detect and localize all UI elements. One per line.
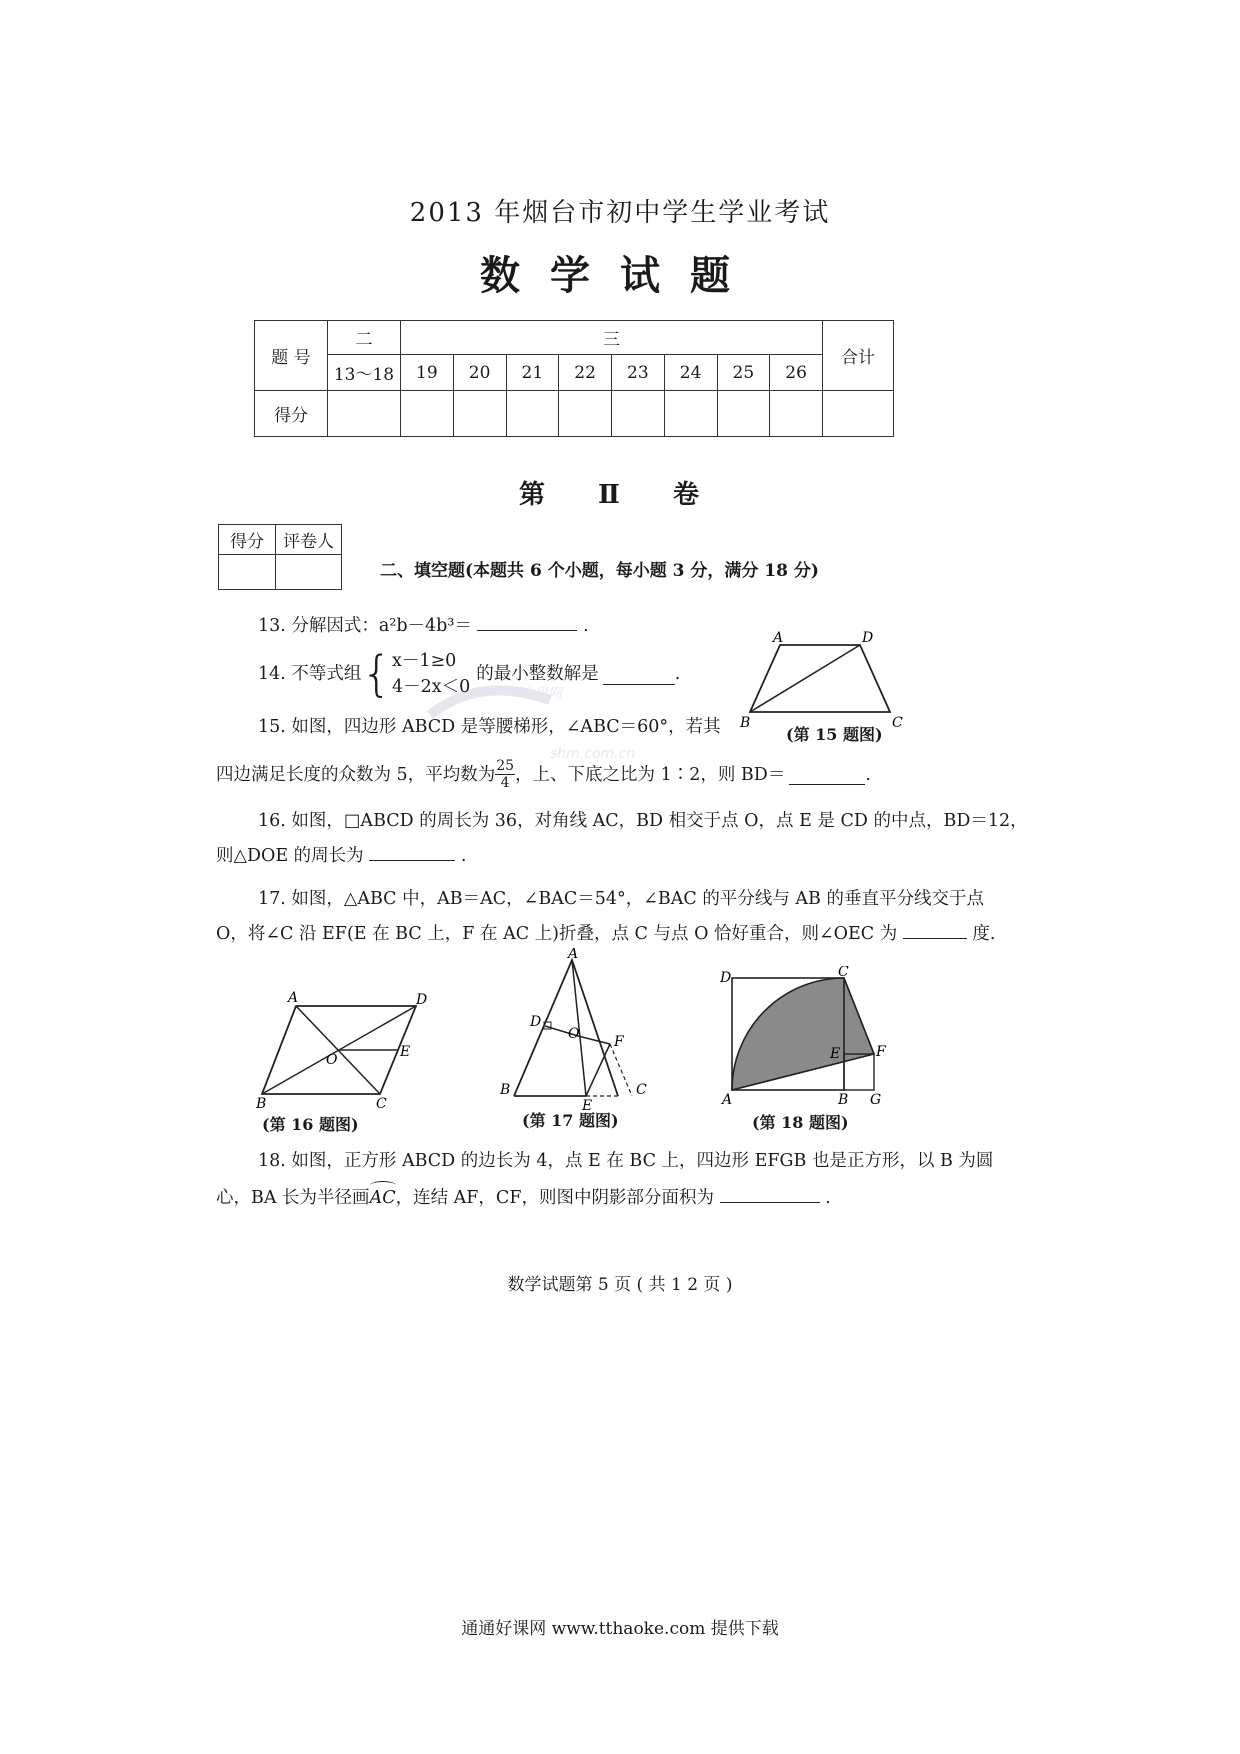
score-cell[interactable] xyxy=(401,391,454,437)
point-label-a: A xyxy=(568,948,579,962)
point-label-c: C xyxy=(892,715,903,730)
point-label-c: C xyxy=(636,1082,647,1098)
point-label-a: A xyxy=(773,630,784,646)
question-number-label: 题 号 xyxy=(255,321,328,391)
answer-blank-16[interactable] xyxy=(369,840,455,861)
question-17-line2 xyxy=(216,918,995,949)
question-cell: 19 xyxy=(401,355,454,391)
point-label-o: O xyxy=(568,1026,580,1042)
question-17-end: 度. xyxy=(972,924,996,944)
grader-score-cell[interactable] xyxy=(219,555,276,590)
score-cell[interactable] xyxy=(612,391,665,437)
dashed-fc xyxy=(610,1044,632,1096)
inequality-system xyxy=(392,648,470,700)
figure-16-caption: (第 16 题图) xyxy=(262,1115,359,1134)
point-label-d: D xyxy=(862,630,874,646)
score-cell[interactable] xyxy=(664,391,717,437)
point-label-d: D xyxy=(416,992,428,1008)
part-title: 第 Ⅱ 卷 xyxy=(518,480,722,510)
figure-18 xyxy=(720,966,900,1106)
grader-name-cell[interactable] xyxy=(276,555,342,590)
answer-blank-17[interactable] xyxy=(903,918,967,939)
section-three-header: 三 xyxy=(401,321,823,355)
site-footer[interactable]: 通通好课网 www.tthaoke.com 提供下载 xyxy=(461,1619,779,1639)
question-16-line1: 16. 如图，□ABCD 的周长为 36，对角线 AC，BD 相交于点 O，点 E 是 CD 的中点，BD＝12， xyxy=(258,811,1028,831)
point-label-d: D xyxy=(720,970,732,986)
diagonal-bd xyxy=(750,645,860,712)
point-label-g: G xyxy=(870,1092,882,1106)
score-cell[interactable] xyxy=(770,391,823,437)
question-16-end: . xyxy=(460,846,467,866)
question-14-prefix: 14. 不等式组 xyxy=(258,664,362,684)
point-label-a: A xyxy=(288,990,299,1006)
answer-blank-18[interactable] xyxy=(720,1182,820,1203)
figure-18-caption: (第 18 题图) xyxy=(752,1113,849,1132)
section-two-header: 二 xyxy=(328,321,401,355)
grader-name-label: 评卷人 xyxy=(276,525,342,555)
answer-blank-13[interactable] xyxy=(477,610,577,631)
question-18-text-a: 心，BA 长为半径画 xyxy=(216,1188,370,1208)
question-cell: 24 xyxy=(664,355,717,391)
arc-ac xyxy=(370,1183,396,1213)
point-label-b: B xyxy=(500,1082,511,1098)
question-13 xyxy=(258,610,589,641)
question-14-end: . xyxy=(674,664,681,684)
watermark-url: shm.com.cn xyxy=(550,746,636,762)
question-range-cell: 13～18 xyxy=(328,355,401,391)
figure-15 xyxy=(740,630,910,730)
section-heading: 二、填空题(本题共 6 个小题，每小题 3 分，满分 18 分) xyxy=(380,561,819,581)
question-cell: 26 xyxy=(770,355,823,391)
question-18-line1: 18. 如图，正方形 ABCD 的边长为 4，点 E 在 BC 上，四边形 EFGB 也是正方形，以 B 为圆 xyxy=(258,1151,994,1171)
question-17-line1: 17. 如图，△ABC 中，AB＝AC，∠BAC＝54°，∠BAC 的平分线与 AB 的垂直平分线交于点 xyxy=(258,889,984,909)
grader-box xyxy=(218,524,342,590)
brace-icon: { xyxy=(361,646,392,702)
point-label-e: E xyxy=(400,1044,411,1060)
fraction-numerator: 25 xyxy=(496,758,515,774)
page-footer: 数学试题第 5 页 ( 共 1 2 页 ) xyxy=(507,1275,733,1295)
total-score-cell[interactable] xyxy=(823,391,894,437)
total-header: 合计 xyxy=(823,321,894,391)
score-cell[interactable] xyxy=(328,391,401,437)
figure-16 xyxy=(250,990,430,1110)
question-17-text: O，将∠C 沿 EF(E 在 BC 上，F 在 AC 上)折叠，点 C 与点 O 恰好重合，则∠OEC 为 xyxy=(216,924,898,944)
point-label-b: B xyxy=(838,1092,849,1106)
answer-blank-15[interactable] xyxy=(789,764,865,785)
inequality-2: 4－2x＜0 xyxy=(391,677,471,697)
point-label-d: D xyxy=(530,1014,542,1030)
question-15-line2 xyxy=(216,758,871,791)
grader-score-label: 得分 xyxy=(219,525,276,555)
score-row-label: 得分 xyxy=(255,391,328,437)
score-cell[interactable] xyxy=(453,391,506,437)
point-label-b: B xyxy=(256,1096,267,1110)
question-15-text-b: ，上、下底之比为 1∶2，则 BD＝ xyxy=(515,764,786,785)
point-label-f: F xyxy=(614,1034,624,1050)
inequality-1: x－1≥0 xyxy=(391,651,457,671)
question-13-text: 13. 分解因式：a²b－4b³＝ xyxy=(258,616,472,636)
question-14-suffix: 的最小整数解是 xyxy=(476,664,599,684)
exam-title: 2013 年烟台市初中学生学业考试 xyxy=(409,198,831,228)
fraction-25-4 xyxy=(495,758,515,791)
fold-line-ef xyxy=(586,1044,610,1096)
question-14 xyxy=(258,648,680,700)
shaded-region xyxy=(732,978,874,1090)
figure-17 xyxy=(496,948,666,1118)
figure-17-caption: (第 17 题图) xyxy=(522,1111,619,1130)
question-cell: 21 xyxy=(506,355,559,391)
point-label-a: A xyxy=(722,1092,733,1106)
score-cell[interactable] xyxy=(717,391,770,437)
arc-label: AC xyxy=(369,1188,396,1208)
score-cell[interactable] xyxy=(559,391,612,437)
watermark-brand: 水母网 xyxy=(520,686,562,702)
point-label-o: O xyxy=(326,1052,338,1068)
question-cell: 25 xyxy=(717,355,770,391)
question-cell: 20 xyxy=(453,355,506,391)
point-label-e: E xyxy=(830,1046,841,1062)
subject-title: 数学试题 xyxy=(480,252,760,299)
score-cell[interactable] xyxy=(506,391,559,437)
question-18-line2 xyxy=(216,1182,831,1213)
segment-of xyxy=(578,1036,610,1044)
point-label-c: C xyxy=(376,1096,387,1110)
question-16-line2 xyxy=(216,840,466,871)
score-table xyxy=(254,320,894,437)
question-15-end: . xyxy=(865,764,871,785)
question-cell: 23 xyxy=(612,355,665,391)
point-label-b: B xyxy=(740,715,751,730)
question-13-end: . xyxy=(583,616,589,636)
answer-blank-14[interactable] xyxy=(603,664,675,685)
question-cell: 22 xyxy=(559,355,612,391)
question-18-end: . xyxy=(825,1188,831,1208)
arc-icon xyxy=(370,1181,396,1190)
question-15-line1: 15. 如图，四边形 ABCD 是等腰梯形，∠ABC＝60°，若其 xyxy=(258,717,721,737)
question-16-text: 则△DOE 的周长为 xyxy=(216,846,364,866)
fraction-denominator: 4 xyxy=(500,775,510,791)
figure-15-caption: (第 15 题图) xyxy=(786,725,883,744)
point-label-c: C xyxy=(838,966,849,980)
trapezoid-abcd xyxy=(750,645,890,712)
point-label-e: E xyxy=(582,1098,593,1114)
question-18-text-b: ，连结 AF，CF，则图中阴影部分面积为 xyxy=(395,1188,714,1208)
point-label-f: F xyxy=(876,1044,886,1060)
question-15-text-a: 四边满足长度的众数为 5，平均数为 xyxy=(216,764,496,785)
